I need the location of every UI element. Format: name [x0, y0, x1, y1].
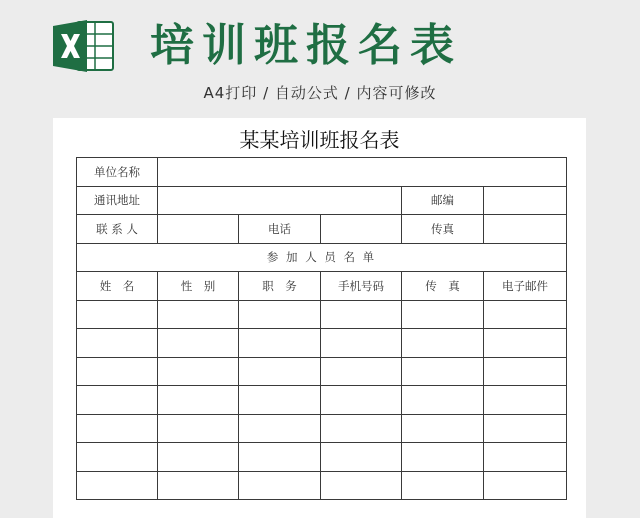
- table-cell[interactable]: [158, 386, 239, 415]
- table-row: [77, 300, 567, 329]
- input-postcode[interactable]: [484, 186, 567, 215]
- table-cell[interactable]: [77, 443, 158, 472]
- table-cell[interactable]: [484, 386, 567, 415]
- table-row: [77, 386, 567, 415]
- column-header: 性 别: [158, 272, 239, 301]
- table-cell[interactable]: [484, 443, 567, 472]
- label-contact: 联 系 人: [77, 215, 158, 244]
- row-address: [77, 186, 567, 215]
- column-header: 传 真: [402, 272, 484, 301]
- table-cell[interactable]: [484, 300, 567, 329]
- table-cell[interactable]: [402, 443, 484, 472]
- table-cell[interactable]: [239, 386, 321, 415]
- input-fax[interactable]: [484, 215, 567, 244]
- table-cell[interactable]: [158, 300, 239, 329]
- table-cell[interactable]: [321, 443, 402, 472]
- table-cell[interactable]: [158, 471, 239, 500]
- table-cell[interactable]: [484, 357, 567, 386]
- label-fax: 传真: [402, 215, 484, 244]
- row-column-headers: [77, 272, 567, 301]
- label-phone: 电话: [239, 215, 321, 244]
- table-cell[interactable]: [321, 300, 402, 329]
- input-contact[interactable]: [158, 215, 239, 244]
- table-cell[interactable]: [158, 357, 239, 386]
- registration-table: [76, 157, 567, 500]
- table-cell[interactable]: [77, 386, 158, 415]
- table-cell[interactable]: [402, 329, 484, 358]
- table-cell[interactable]: [158, 329, 239, 358]
- column-header: 职 务: [239, 272, 321, 301]
- form-sheet: [53, 118, 586, 518]
- table-row: [77, 357, 567, 386]
- table-cell[interactable]: [321, 357, 402, 386]
- table-cell[interactable]: [239, 471, 321, 500]
- table-cell[interactable]: [402, 471, 484, 500]
- input-phone[interactable]: [321, 215, 402, 244]
- table-cell[interactable]: [239, 443, 321, 472]
- input-unit-name[interactable]: [158, 158, 567, 187]
- banner-subtitle: A4打印 / 自动公式 / 内容可修改: [203, 84, 437, 102]
- column-header: 姓 名: [77, 272, 158, 301]
- table-cell[interactable]: [77, 300, 158, 329]
- label-postcode: 邮编: [402, 186, 484, 215]
- table-row: [77, 443, 567, 472]
- row-unit-name: [77, 158, 567, 187]
- banner-title: 培训班报名表: [150, 20, 462, 71]
- section-title: 参 加 人 员 名 单: [77, 243, 567, 272]
- table-cell[interactable]: [402, 357, 484, 386]
- table-row: [77, 471, 567, 500]
- table-cell[interactable]: [77, 471, 158, 500]
- column-header: 手机号码: [321, 272, 402, 301]
- row-section-title: [77, 243, 567, 272]
- column-header: 电子邮件: [484, 272, 567, 301]
- table-cell[interactable]: [77, 414, 158, 443]
- table-row: [77, 329, 567, 358]
- row-contact: [77, 215, 567, 244]
- table-cell[interactable]: [239, 329, 321, 358]
- table-cell[interactable]: [77, 357, 158, 386]
- table-cell[interactable]: [402, 414, 484, 443]
- table-cell[interactable]: [321, 414, 402, 443]
- excel-logo-icon: [53, 18, 115, 74]
- table-cell[interactable]: [77, 329, 158, 358]
- label-address: 通讯地址: [77, 186, 158, 215]
- table-cell[interactable]: [158, 414, 239, 443]
- table-cell[interactable]: [239, 414, 321, 443]
- table-cell[interactable]: [321, 386, 402, 415]
- table-cell[interactable]: [484, 471, 567, 500]
- table-cell[interactable]: [321, 471, 402, 500]
- table-cell[interactable]: [158, 443, 239, 472]
- input-address[interactable]: [158, 186, 402, 215]
- table-row: [77, 414, 567, 443]
- label-unit-name: 单位名称: [77, 158, 158, 187]
- table-cell[interactable]: [484, 329, 567, 358]
- table-cell[interactable]: [321, 329, 402, 358]
- table-cell[interactable]: [402, 386, 484, 415]
- table-cell[interactable]: [484, 414, 567, 443]
- table-cell[interactable]: [402, 300, 484, 329]
- table-cell[interactable]: [239, 300, 321, 329]
- form-title: 某某培训班报名表: [239, 128, 400, 152]
- table-cell[interactable]: [239, 357, 321, 386]
